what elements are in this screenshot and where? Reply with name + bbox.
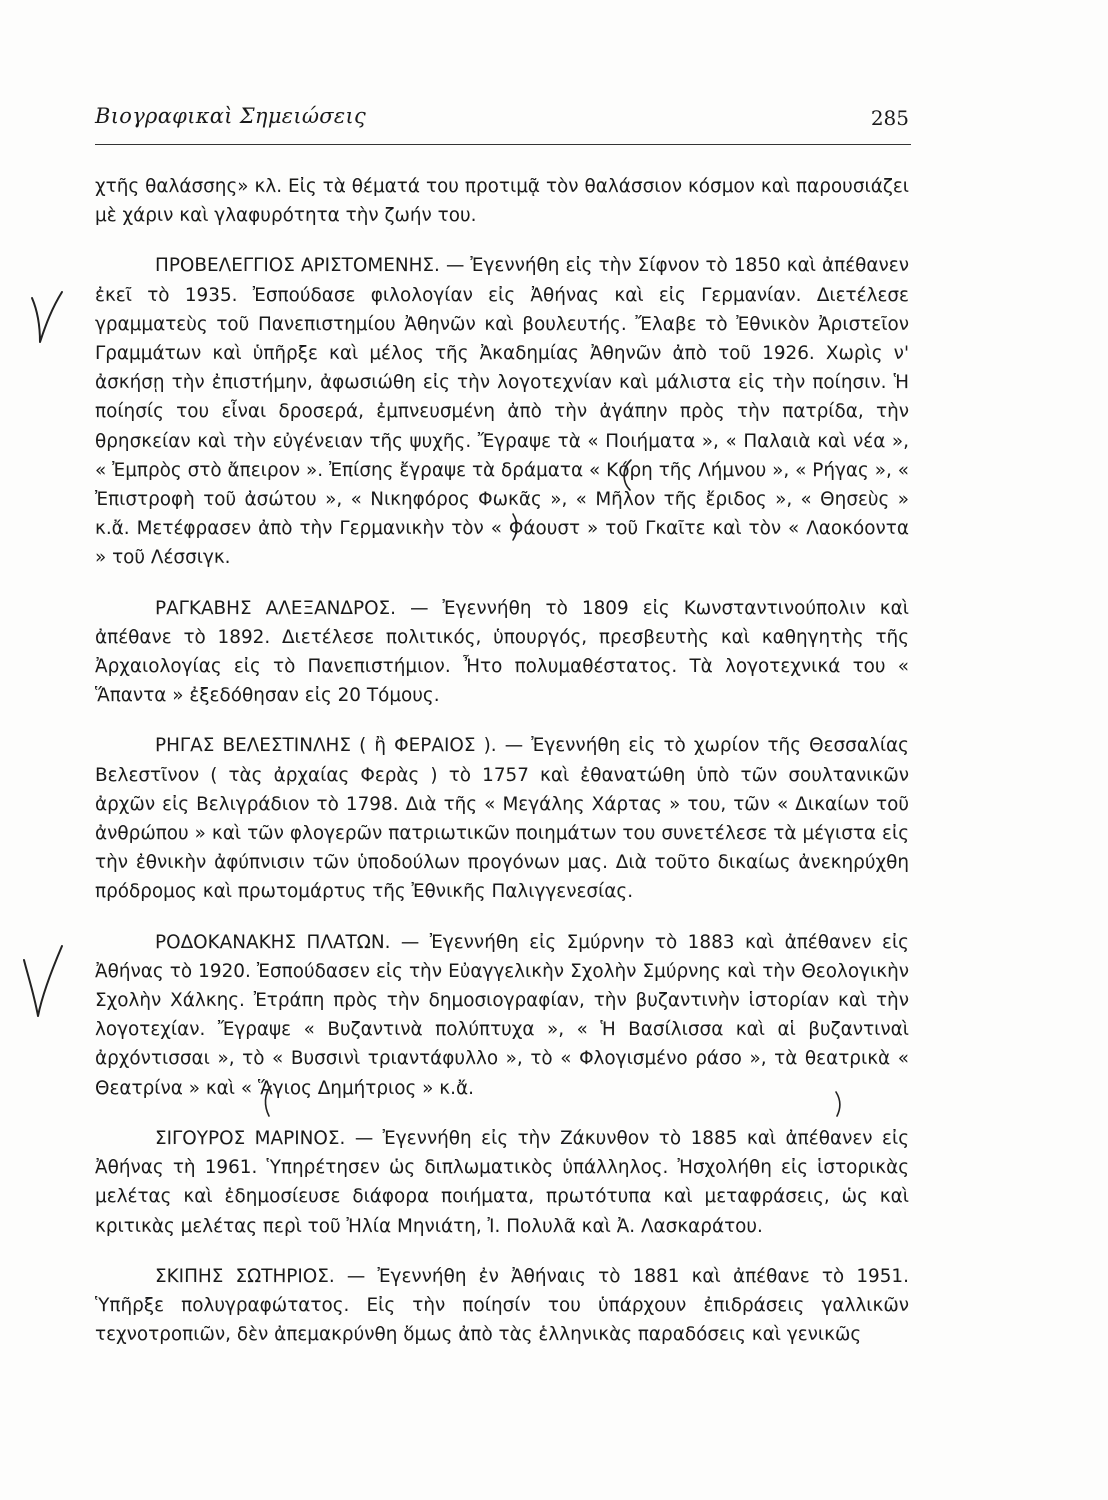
- entry-text: — Ἐγεννήθη τὸ 1809 εἰς Κωνσταντινούπολιν καὶ ἀπέθανε τὸ 1892. Διετέλεσε πολιτικός, ὑπουργός, πρεσβευτὴς καὶ καθηγητὴς τῆς Ἀρχαιολογίας εἰς τὸ Πανεπιστήμιον. Ἦτο πολυμαθέστατος. Τὰ λογοτεχνικά του « Ἅπαντα » ἐξεδόθησαν εἰς 20 Τόμους.: [95, 597, 909, 707]
- running-head: [95, 104, 911, 145]
- handwritten-bracket-icon: [832, 1090, 844, 1118]
- entry-heading: ΣΚΙΠΗΣ ΣΩΤΗΡΙΟΣ.: [155, 1265, 335, 1287]
- handwritten-check-mark-icon: [18, 940, 68, 1020]
- handwritten-bracket-icon: [510, 512, 522, 542]
- entry-text: — Ἐγεννήθη εἰς τὴν Ζάκυνθον τὸ 1885 καὶ ἀπέθανεν εἰς Ἀθήνας τὴ 1961. Ὑπηρέτησεν ὡς διπλωματικὸς ὑπάλληλος. Ἠσχολήθη εἰς ἱστορικὰς μελέτας καὶ ἐδημοσίευσε διάφορα ποιήματα, πρωτότυπα καὶ μεταφράσεις, ὡς καὶ κριτικὰς μελέτας περὶ τοῦ Ἠλία Μηνιάτη, Ἰ. Πολυλᾶ καὶ Ἀ. Λασκαράτου.: [95, 1127, 909, 1237]
- entry-text: — Ἐγεννήθη εἰς Σμύρνην τὸ 1883 καὶ ἀπέθανεν εἰς Ἀθήνας τὸ 1920. Ἐσπούδασεν εἰς τὴν Εὐαγγελικὴν Σχολὴν Σμύρνης καὶ τὴν Θεολογικὴν Σχολὴν Χάλκης. Ἐτράπη πρὸς τὴν δημοσιογραφίαν, τὴν βυζαντινὴν ἱστορίαν καὶ τὴν λογοτεχίαν. Ἔγραψε « Βυζαντινὰ πολύπτυχα », « Ἡ Βασίλισσα καὶ αἱ βυζαντιναὶ ἀρχόντισσαι », τὸ « Βυσσινὶ τριαντάφυλλο », τὸ « Φλογισμένο ράσο », τὰ θεατρικὰ « Θεατρίνα » καὶ « Ἅγιος Δημήτριος » κ.ἄ.: [95, 931, 909, 1099]
- entry-rodokanakis: [95, 928, 909, 1103]
- entry-heading: ΡΑΓΚΑΒΗΣ ΑΛΕΞΑΝΔΡΟΣ.: [155, 597, 397, 619]
- body-text: [95, 172, 909, 1349]
- page-number: 285: [870, 106, 909, 130]
- entry-text: — Ἐγεννήθη ἐν Ἀθήναις τὸ 1881 καὶ ἀπέθανε τὸ 1951. Ὑπῆρξε πολυγραφώτατος. Εἰς τὴν ποίησίν του ὑπάρχουν ἐπιδράσεις γαλλικῶν τεχνοτροπιῶν, δὲν ἀπεμακρύνθη ὅμως ἀπὸ τὰς ἑλληνικὰς παραδόσεις καὶ γενικῶς: [95, 1265, 909, 1346]
- entry-text: — Ἐγεννήθη εἰς τὴν Σίφνον τὸ 1850 καὶ ἀπέθανεν ἐκεῖ τὸ 1935. Ἐσπούδασε φιλολογίαν εἰς Ἀθήνας καὶ εἰς Γερμανίαν. Διετέλεσε γραμματεὺς τοῦ Πανεπιστημίου Ἀθηνῶν καὶ βουλευτής. Ἔλαβε τὸ Ἐθνικὸν Ἀριστεῖον Γραμμάτων καὶ ὑπῆρξε καὶ μέλος τῆς Ἀκαδημίας Ἀθηνῶν ἀπὸ τοῦ 1926. Χωρὶς ν' ἀσκήσῃ τὴν ἐπιστήμην, ἀφωσιώθη εἰς τὴν λογοτεχνίαν καὶ μάλιστα εἰς τὴν ποίησιν. Ἡ ποίησίς του εἶναι δροσερά, ἐμπνευσμένη ἀπὸ τὴν ἀγάπην πρὸς τὴν πατρίδα, τὴν θρησκείαν καὶ τὴν εὐγένειαν τῆς ψυχῆς. Ἔγραψε τὰ « Ποιήματα », « Παλαιὰ καὶ νέα », « Ἐμπρὸς στὸ ἄπειρον ». Ἐπίσης ἔγραψε τὰ δράματα « Κόρη τῆς Λήμνου », « Ρήγας », « Ἐπιστροφὴ τοῦ ἀσώτου », « Νικηφόρος Φωκᾶς », « Μῆλον τῆς ἔριδος », « Θησεὺς » κ.ἄ. Μετέφρασεν ἀπὸ τὴν Γερμανικὴν τὸν « Φάουστ » τοῦ Γκαῖτε καὶ τὸν « Λαοκόοντα » τοῦ Λέσσιγκ.: [95, 255, 909, 569]
- entry-heading: ΡΟΔΟΚΑΝΑΚΗΣ ΠΛΑΤΩΝ.: [155, 931, 391, 953]
- entry-rigas: [95, 731, 909, 906]
- entry-sigouros: [95, 1124, 909, 1241]
- entry-skipis: [95, 1262, 909, 1350]
- entry-heading: ΠΡΟΒΕΛΕΓΓΙΟΣ ΑΡΙΣΤΟΜΕΝΗΣ.: [155, 255, 440, 277]
- entry-provelengios: [95, 251, 909, 572]
- running-title: Βιογραφικαὶ Σημειώσεις: [95, 104, 367, 128]
- entry-rangavis: [95, 594, 909, 711]
- continuation-paragraph: χτῆς θαλάσσης» κλ. Εἰς τὰ θέματά του προτιμᾷ τὸν θαλάσσιον κόσμον καὶ παρουσιάζει μὲ χάριν καὶ γλαφυρότητα τὴν ζωήν του.: [95, 176, 909, 227]
- entry-text: — Ἐγεννήθη εἰς τὸ χωρίον τῆς Θεσσαλίας Βελεστῖνον ( τὰς ἀρχαίας Φερὰς ) τὸ 1757 καὶ ἐθανατώθη ὑπὸ τῶν σουλτανικῶν ἀρχῶν εἰς Βελιγράδιον τὸ 1798. Διὰ τῆς « Μεγάλης Χάρτας » του, τῶν « Δικαίων τοῦ ἀνθρώπου » καὶ τῶν φλογερῶν πατριωτικῶν ποιημάτων του συνετέλεσε τὰ μέγιστα εἰς τὴν ἐθνικὴν ἀφύπνισιν τῶν ὑποδούλων προγόνων μας. Διὰ τοῦτο δικαίως ἀνεκηρύχθη πρόδρομος καὶ πρωτομάρτυς τῆς Ἐθνικῆς Παλιγγενεσίας.: [95, 735, 909, 903]
- handwritten-bracket-icon: [618, 458, 634, 492]
- entry-heading: ΡΗΓΑΣ ΒΕΛΕΣΤΙΝΛΗΣ ( ἢ ΦΕΡΑΙΟΣ ).: [155, 735, 497, 757]
- handwritten-bracket-icon: [260, 1084, 274, 1118]
- handwritten-check-mark-icon: [26, 290, 66, 350]
- entry-heading: ΣΙΓΟΥΡΟΣ ΜΑΡΙΝΟΣ.: [155, 1127, 346, 1149]
